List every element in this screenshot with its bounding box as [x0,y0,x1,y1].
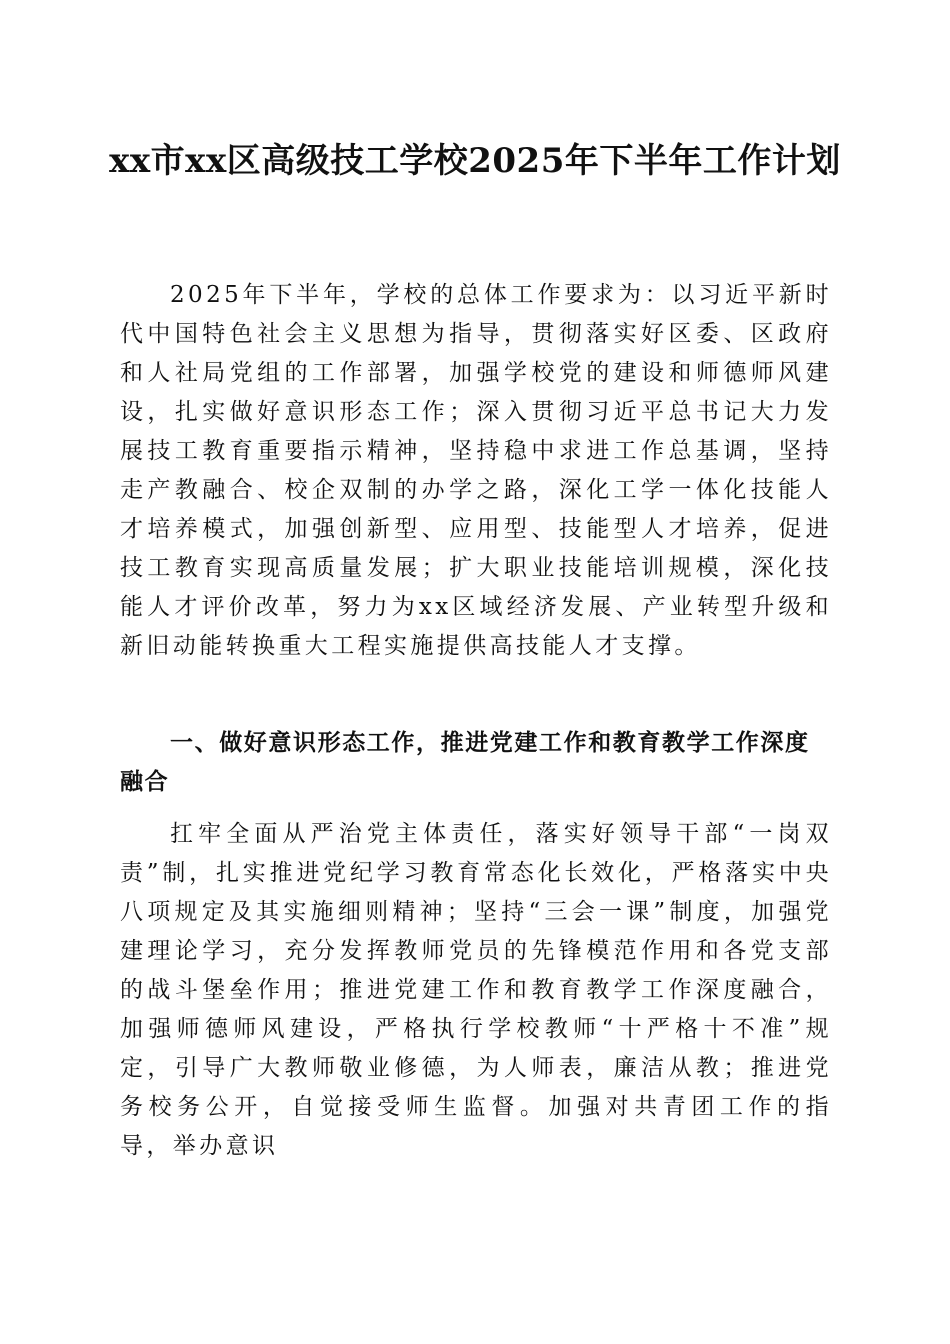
intro-paragraph: 2025年下半年，学校的总体工作要求为：以习近平新时代中国特色社会主义思想为指导，贯彻落实好区委、区政府和人社局党组的工作部署，加强学校党的建设和师德师风建设，扎实做好意识形态工作；深入贯彻习近平总书记大力发展技工教育重要指示精神，坚持稳中求进工作总基调，坚持走产教融合、校企双制的办学之路，深化工学一体化技能人才培养模式，加强创新型、应用型、技能型人才培养，促进技工教育实现高质量发展；扩大职业技能培训规模，深化技能人才评价改革，努力为xx区域经济发展、产业转型升级和新旧动能转换重大工程实施提供高技能人才支撑。 [120,282,832,659]
section-1-paragraph: 扛牢全面从严治党主体责任，落实好领导干部“一岗双责”制，扎实推进党纪学习教育常态化长效化，严格落实中央八项规定及其实施细则精神；坚持“三会一课”制度，加强党建理论学习，充分发挥教师党员的先锋模范作用和各党支部的战斗堡垒作用；推进党建工作和教育教学工作深度融合，加强师德师风建设，严格执行学校教师“十严格十不准”规定，引导广大教师敬业修德，为人师表，廉洁从教；推进党务校务公开，自觉接受师生监督。加强对共青团工作的指导，举办意识 [120,821,832,1159]
section-1-heading: 一、做好意识形态工作，推进党建工作和教育教学工作深度融合 [120,730,810,795]
document-title: xx市xx区高级技工学校2025年下半年工作计划 [109,141,841,181]
